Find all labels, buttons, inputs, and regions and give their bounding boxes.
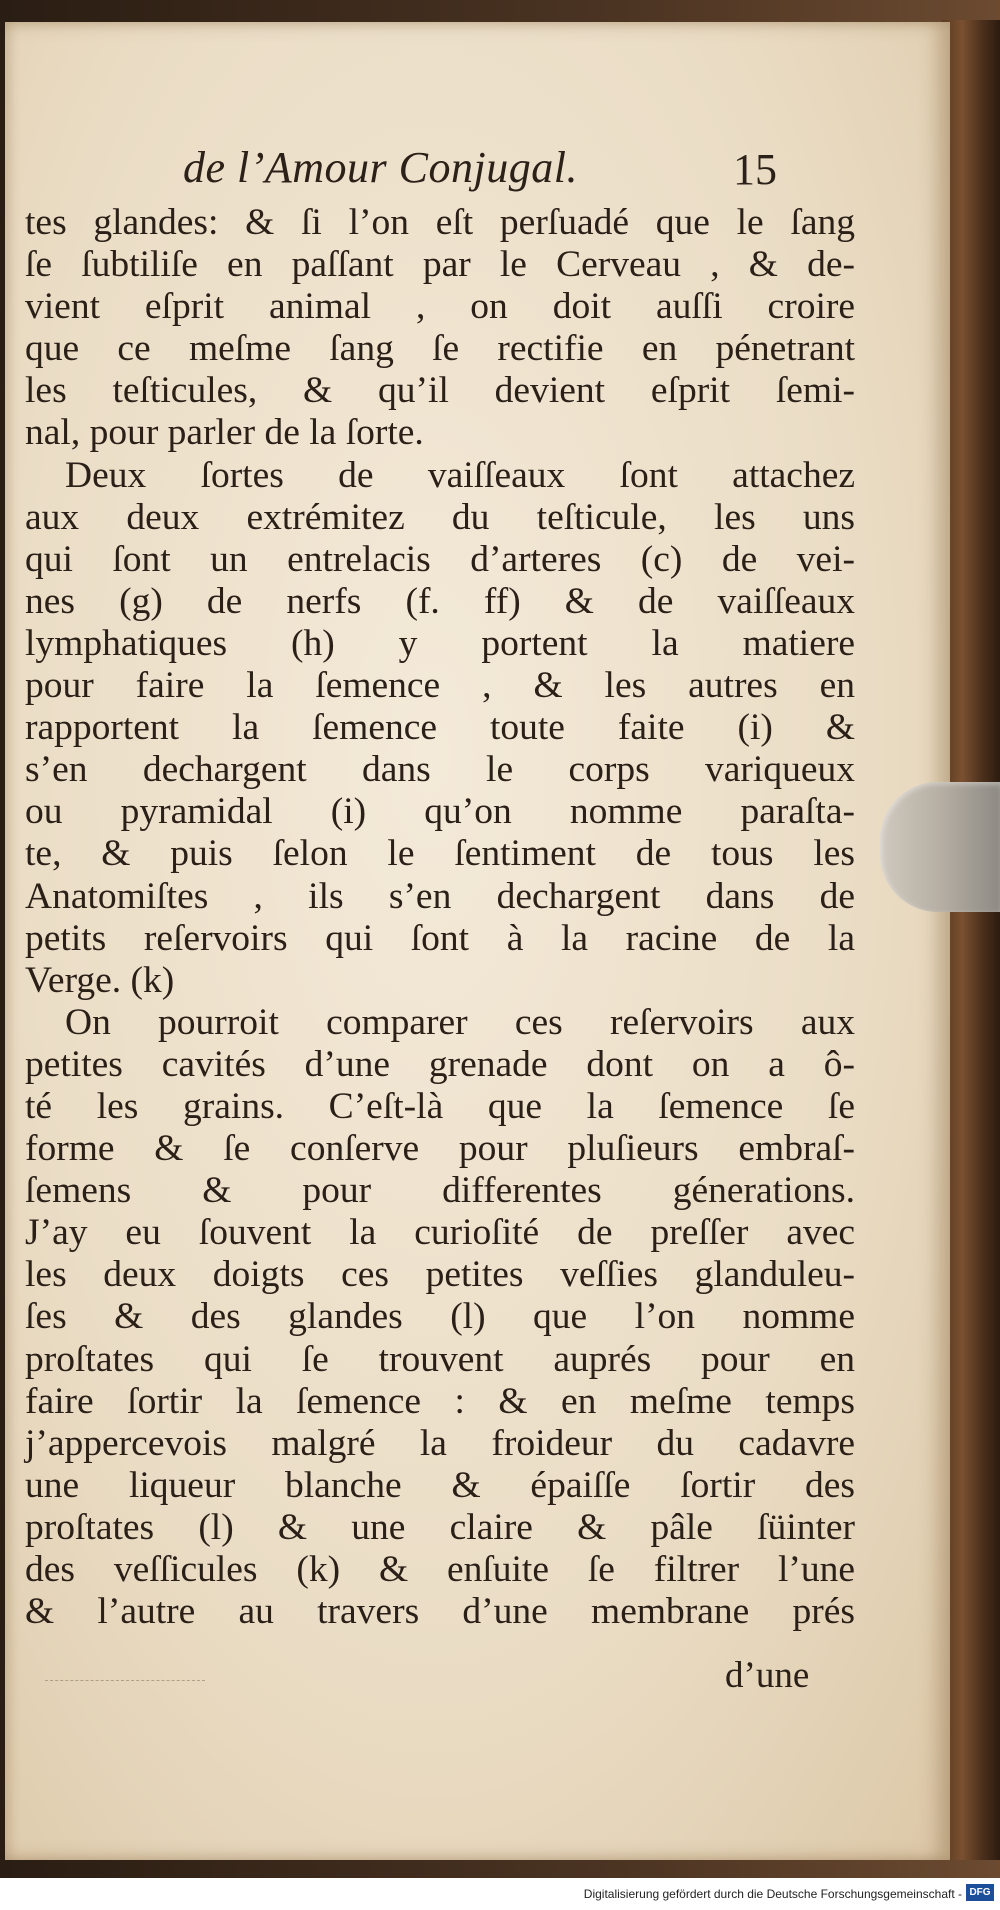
book-fore-edge	[942, 20, 1000, 1860]
text-line: aux deux extrémitez du teſticule, les uns	[25, 496, 855, 538]
text-line: petits reſervoirs qui ſont à la racine de la	[25, 917, 855, 959]
text-line: On pourroit comparer ces reſervoirs aux	[65, 1001, 855, 1043]
page-clip	[880, 782, 1000, 912]
text-line: s’en dechargent dans le corps variqueux	[25, 749, 855, 791]
catchword: d’une	[725, 1655, 810, 1696]
running-head	[5, 134, 950, 194]
footer-bar	[0, 1878, 1000, 1910]
text-line: vient eſprit animal , on doit auſſi croire	[25, 286, 855, 328]
text-line: proſtates (l) & une claire & pâle ſüinter	[25, 1506, 855, 1548]
text-line: nes (g) de nerfs (f. ff) & de vaiſſeaux	[25, 580, 855, 622]
text-line: que ce meſme ſang ſe rectifie en pénetrant	[25, 328, 855, 370]
text-line: ou pyramidal (i) qu’on nomme paraſta-	[25, 791, 855, 833]
text-line: J’ay eu ſouvent la curioſité de preſſer avec	[25, 1212, 855, 1254]
text-line: té les grains. C’eſt-là que la ſemence ſe	[25, 1085, 855, 1127]
page-number: 15	[733, 145, 777, 194]
text-line: qui ſont un entrelacis d’arteres (c) de vei-	[25, 538, 855, 580]
text-line: ſemens & pour differentes génerations.	[25, 1170, 855, 1212]
text-line: proſtates qui ſe trouvent auprés pour en	[25, 1338, 855, 1380]
text-line: pour faire la ſemence , & les autres en	[25, 665, 855, 707]
text-line: lymphatiques (h) y portent la matiere	[25, 622, 855, 664]
text-line: Anatomiſtes , ils s’en dechargent dans de	[25, 875, 855, 917]
text-line: Verge. (k)	[25, 959, 175, 1001]
faint-rule	[45, 1680, 205, 1682]
running-head-title: de l’Amour Conjugal.	[183, 143, 578, 192]
text-line: faire ſortir la ſemence : & en meſme temps	[25, 1380, 855, 1422]
text-line: & l’autre au travers d’une membrane prés	[25, 1591, 855, 1633]
text-line: nal, pour parler de la ſorte.	[25, 412, 424, 454]
text-line: forme & ſe conſerve pour pluſieurs embraſ-	[25, 1128, 855, 1170]
text-line: les teſticules, & qu’il devient eſprit ſemi-	[25, 370, 855, 412]
text-line: tes glandes: & ſi l’on eſt perſuadé que le ſang	[25, 202, 855, 243]
text-line: te, & puis ſelon le ſentiment de tous les	[25, 833, 855, 875]
text-line: ſe ſubtiliſe en paſſant par le Cerveau , & de-	[25, 244, 855, 286]
text-line: Deux ſortes de vaiſſeaux ſont attachez	[65, 454, 855, 496]
text-line: les deux doigts ces petites veſſies glanduleu-	[25, 1254, 855, 1296]
book-page	[5, 22, 950, 1860]
text-line: rapportent la ſemence toute faite (i) &	[25, 707, 855, 749]
footer-credit: Digitalisierung gefördert durch die Deutsche Forschungsgemeinschaft -	[583, 1887, 962, 1901]
text-line: petites cavités d’une grenade dont on a ô-	[25, 1043, 855, 1085]
text-line: j’appercevois malgré la froideur du cadavre	[25, 1422, 855, 1464]
text-line: ſes & des glandes (l) que l’on nomme	[25, 1296, 855, 1338]
text-line: une liqueur blanche & épaiſſe ſortir des	[25, 1464, 855, 1506]
text-line: des veſſicules (k) & enſuite ſe filtrer l’une	[25, 1549, 855, 1590]
dfg-logo-icon: DFG	[966, 1884, 994, 1901]
body-text	[25, 202, 855, 1633]
